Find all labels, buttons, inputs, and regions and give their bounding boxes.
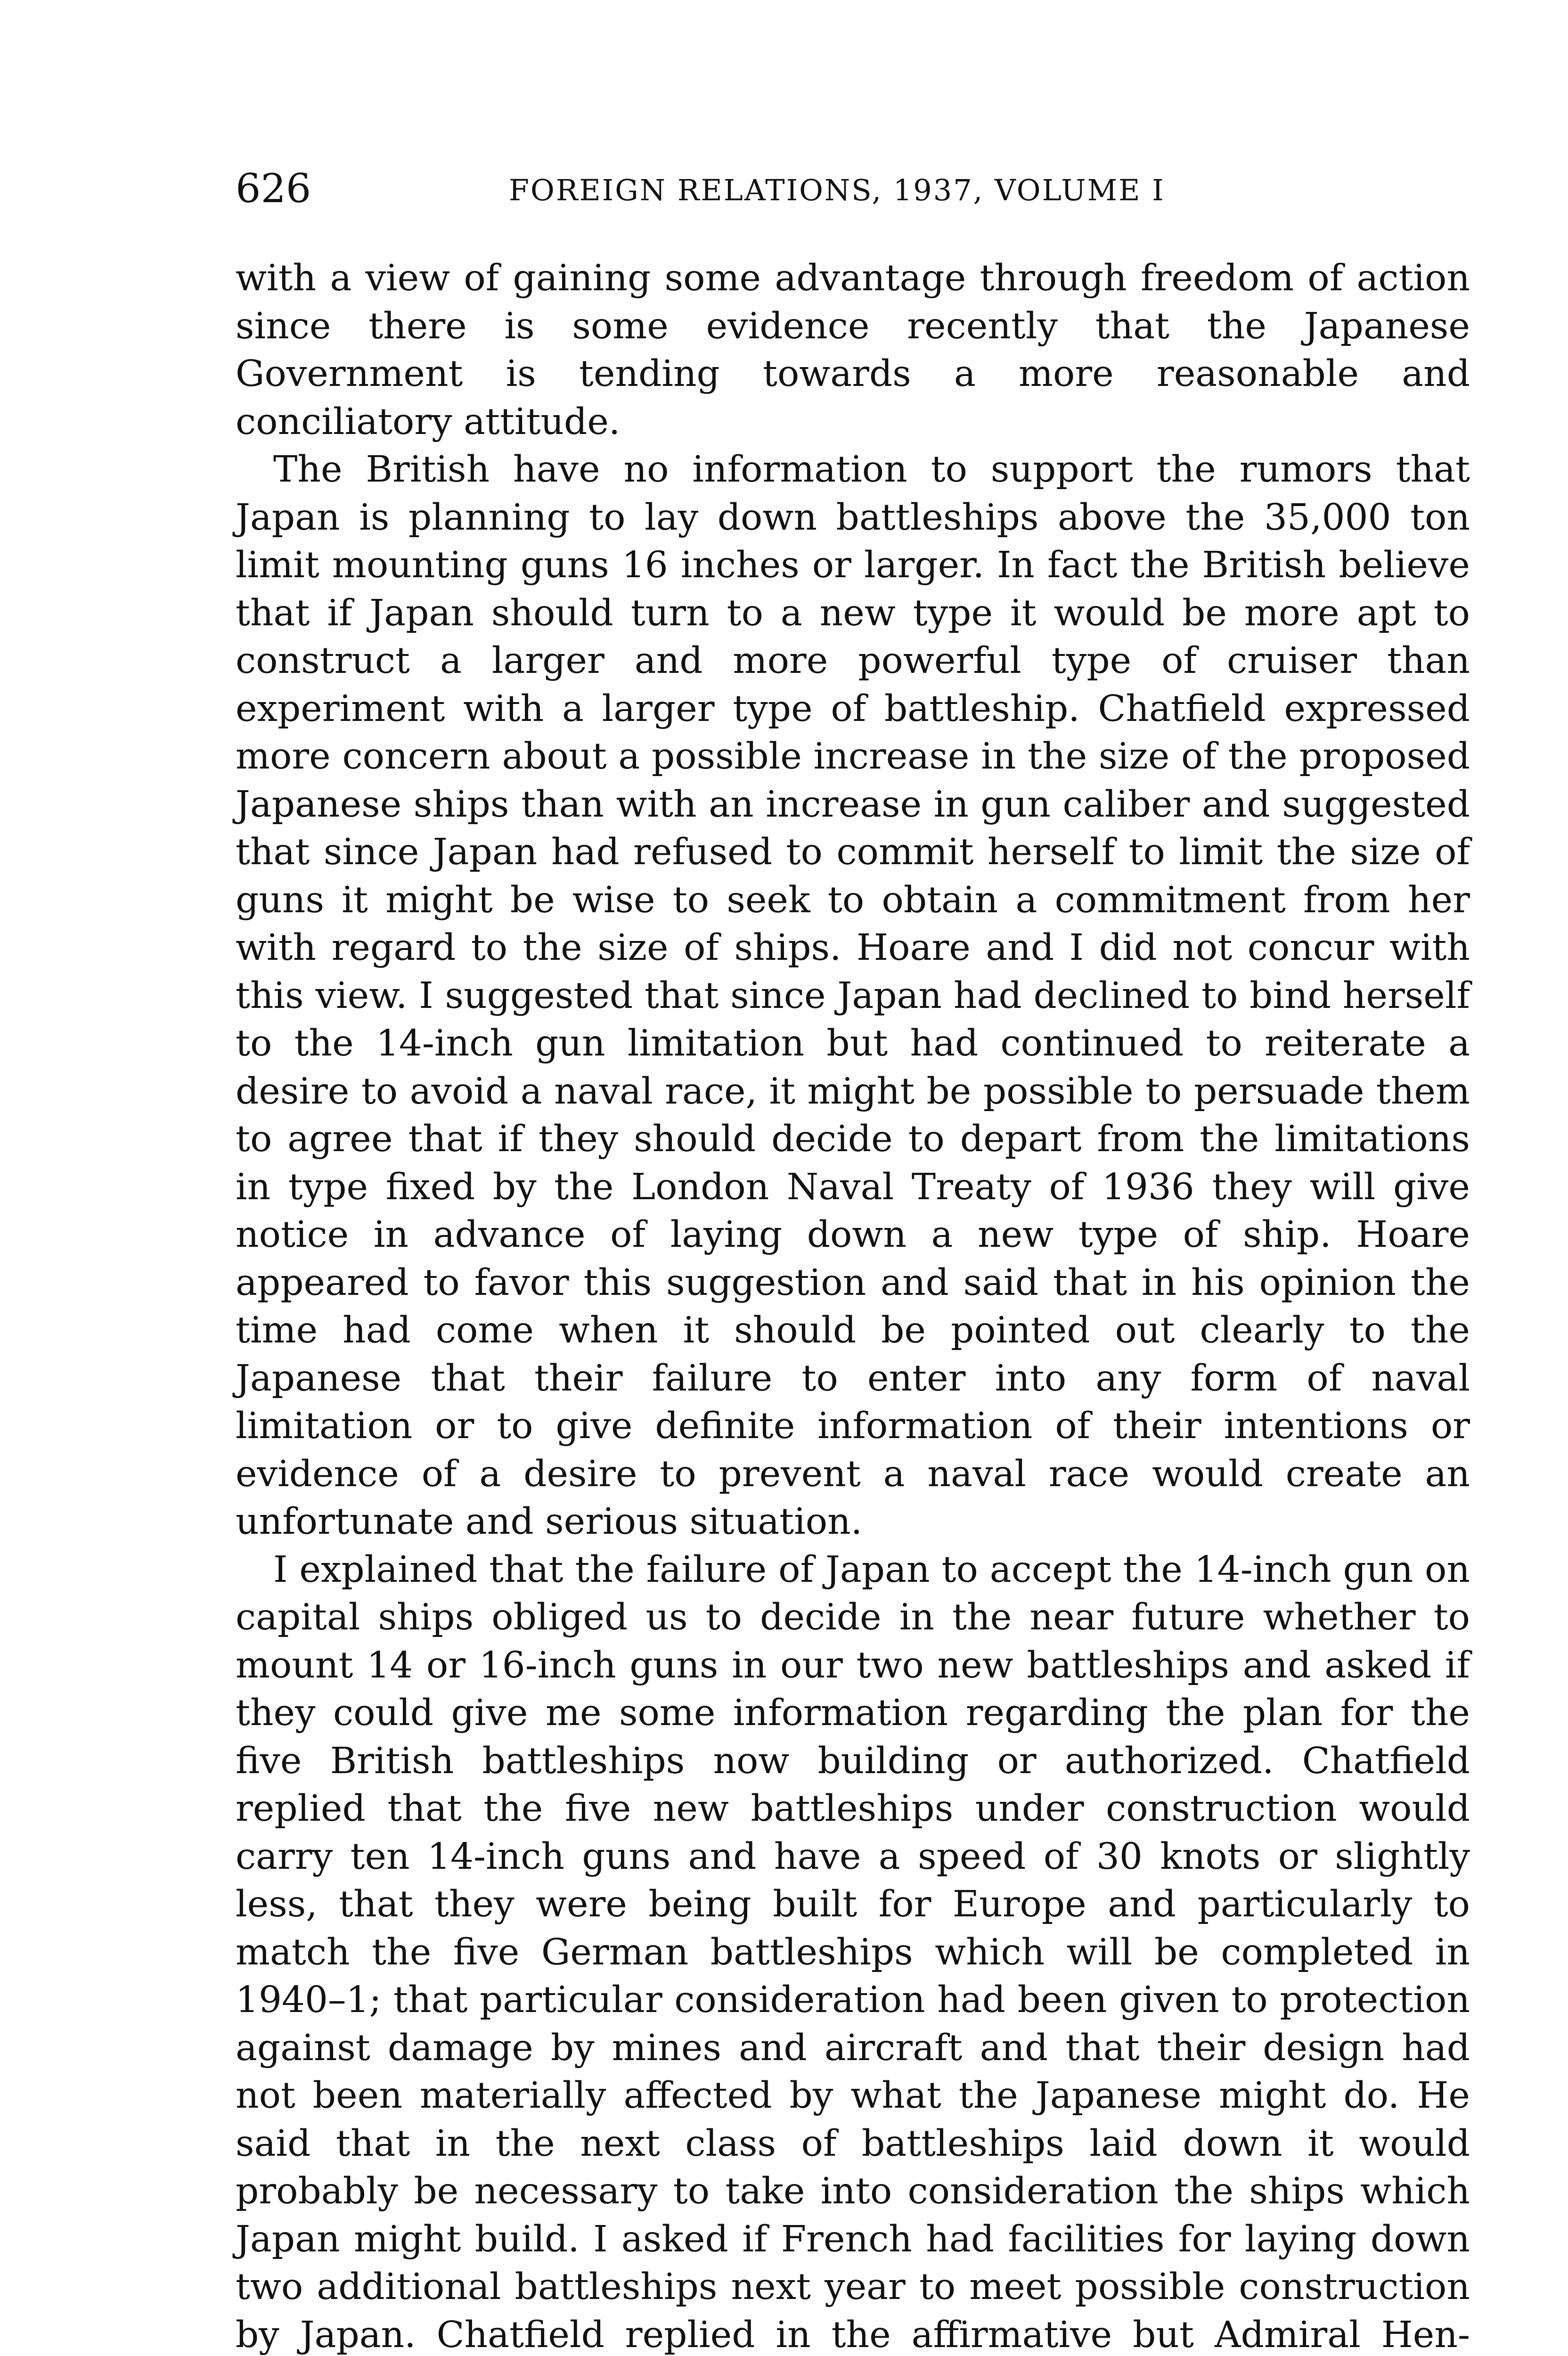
paragraph-battleship-plans: I explained that the failure of Japan to accept the 14-inch gun on capital ships obliged us to decide in the near future whether to mount 14 or 16-inch guns in our two new battleships and asked if they could give me some information regarding the plan for the five British battleships now building or authorized. Chatfield replied that the five new battleships under construction would carry ten 14-inch guns and have a speed of 30 knots or slightly less, that they were being built for Europe and particularly to match the five German battleships which will be completed in 1940–1; that particular consideration had been given to protection against damage by mines and aircraft and that their design had not been materially affected by what the Japanese might do. He said that in the next class of battleships laid down it would probably be necessary to take into consideration the ships which Japan might build. I asked if French had facilities for laying down two additional battleships next year to meet possible construction by Japan. Chatfield replied in the affirmative but Admiral Hen bbox=[236, 1548, 1470, 2356]
page-header bbox=[236, 163, 1470, 214]
page-number: 626 bbox=[236, 165, 311, 212]
running-title: FOREIGN RELATIONS, 1937, VOLUME I bbox=[509, 173, 1165, 207]
paragraph-british-information: The British have no information to support the rumors that Japan is planning to lay down battleships above the 35,000 ton limit mounting guns 16 inches or larger. In fact the British believe that if Japan should turn to a new type it would be more apt to construct a larger and more powerful type of cruiser than experiment with a larger type of battleship. Chatfield expressed more concern about a possible increase in the size of the proposed Japanese ships than with an increase in gun caliber and suggested that since Japan had refused to commit herself to limit the size of guns it might be wise to seek to obtain a commitment from her with regard to the size of ships. Hoare and I did not concur with this view. I suggested that since Japan had declined to bind herself to the 14-inch gun limitation but had continued to reiterate a desire to avoid a naval race, it might be possible to persuade them to agree that if they should decide to depart from the limitations in type fixed by the London Naval Treaty of 1936 they will give notice in advance of laying down a new type of ship. Hoare appeared to favor this suggestion and said that in his opinion the time had come when it should be pointed out clearly to the Japanese that their failure to enter into any form of naval limitation or to give definite information of their intentions or evidence of a desire to prevent a naval race would create an unfortunate and serious situation. bbox=[236, 449, 1470, 1543]
body-text bbox=[236, 254, 1470, 2356]
paragraph-continuation: with a view of gaining some advantage through freedom of action since there is some evidence recently that the Japanese Government is tending towards a more reasonable and conciliatory attitude. bbox=[236, 257, 1470, 443]
